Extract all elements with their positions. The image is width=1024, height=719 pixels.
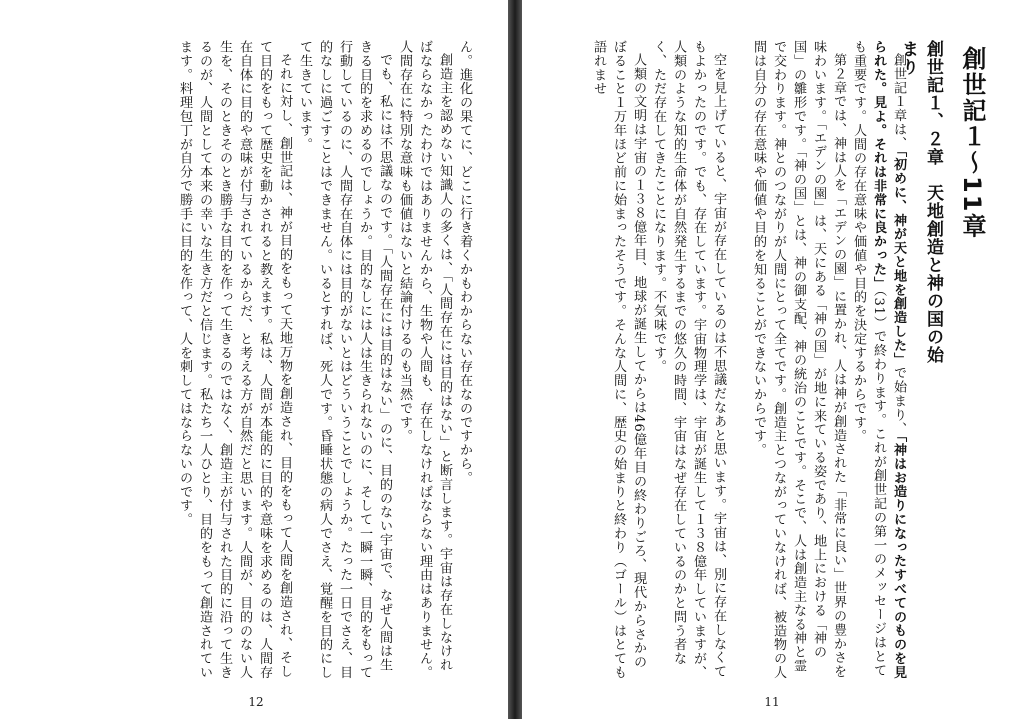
page-number: 11 <box>764 695 780 709</box>
book-spine <box>508 0 522 719</box>
paragraph: それに対し、創世記は、神が目的をもって天地万物を創造され、目的をもって人間を創造され、そして目的をもって歴史を動かされると教えます。私は、人間が本能的に目的や意味を求めるのは、人間存在自体に目的や意味が付与されているからだ、と考える方が自然だと思います。人間が、目的のない人生を、そのときそのとき勝手な目的を作って生きるのではなく、創造主が付与された目的に沿って生きるのが、人間として本来の幸いな生き方だと信じます。私たち一人ひとり、目的をもって創造されています。料理包丁が自分で勝手に目的を作って、人を刺してはならないのです。 <box>177 40 292 680</box>
paragraph: 空を見上げていると、宇宙が存在しているのは不思議だなあと思います。宇宙は、別に存在しなくてもよかったのです。でも、存在しています。宇宙物理学は、宇宙が誕生して１３８億年していますが、人類のような知的生命体が自然発生するまでの悠久の時間、宇宙はなぜ存在しているのかと問う者なく、ただ存在してきたことになります。不気味です。 <box>651 40 726 680</box>
right-page-body <box>588 40 908 680</box>
page-number: 12 <box>248 695 264 709</box>
paragraph: 第２章では、神は人を「エデンの園」に置かれ、人は神が創造された「非常に良い」世界の豊かさを味わいます。「エデンの園」は、天にある「神の国」が地に来ている姿であり、地上における「神の国」の雛形です。「神の国」とは、神の御支配、神の統治のことです。そこで、人は創造主なる神と霊で交わります。神とのつながりが人間にとって全てです。創造主とつながっていなければ、被造物の人間は自分の存在意味や価値や目的を知ることができないからです。 <box>751 40 846 680</box>
bold-quote: 「神はお造りになったすべてのものを見られた。見よ。それは非常に良かった」 <box>871 40 906 680</box>
text: で始まり、 <box>891 366 906 436</box>
left-page-body <box>174 40 474 680</box>
paragraph: 創造主を認めない知識人の多くは、「人間存在には目的はない」と断言します。宇宙は存在しなければならなかったわけではありませんから、生物や人間も、存在しなければならない理由はありません。人間存在に特別な意味も価値はないと結論付けるのも当然です。 <box>397 40 452 680</box>
section-heading: 創世記１、２章 天地創造と神の国の始まり <box>898 40 943 364</box>
paragraph: でも、私には不思議なのです。「人間存在には目的はない」のに、目的のない宇宙で、なぜ人間は生きる目的を求めるのでしょうか。目的なしには人は生きられないのに、そして一瞬一瞬、目的をもって行動しているのに、人間存在自体には目的がないとはどういうことでしょうか。たった一日でさえ、目的なしに過ごすことはできません。いるとすれば、死人です。昏睡状態の病人でさえ、覚醒を目的にして生きています。 <box>297 40 392 680</box>
paragraph <box>848 40 908 680</box>
text: （31）で終わります。これが創世記の第一のメッセージはとても重要です。人間の存在意味や価値や目的を決定するからです。 <box>851 40 886 678</box>
paragraph: 人類の文明は宇宙の１３８億年目、地球が誕生してからは46億年目の終わりごろ、現代からさかのぼること１万年ほど前に始まったそうです。そんな人間に、歴史の始まりと終わり（ゴール）はとても語れませ <box>591 40 646 680</box>
left-page <box>0 0 508 719</box>
text: 創世記１章は、 <box>891 53 906 151</box>
paragraph: ん。進化の果てに、どこに行き着くかもわからない存在なのですから。 <box>457 40 472 485</box>
right-page <box>522 0 1024 719</box>
chapter-title: 創世記１～11章 <box>958 46 986 240</box>
paragraph <box>728 40 748 680</box>
bold-quote: 「初めに、神が天と地を創造した」 <box>891 150 906 367</box>
